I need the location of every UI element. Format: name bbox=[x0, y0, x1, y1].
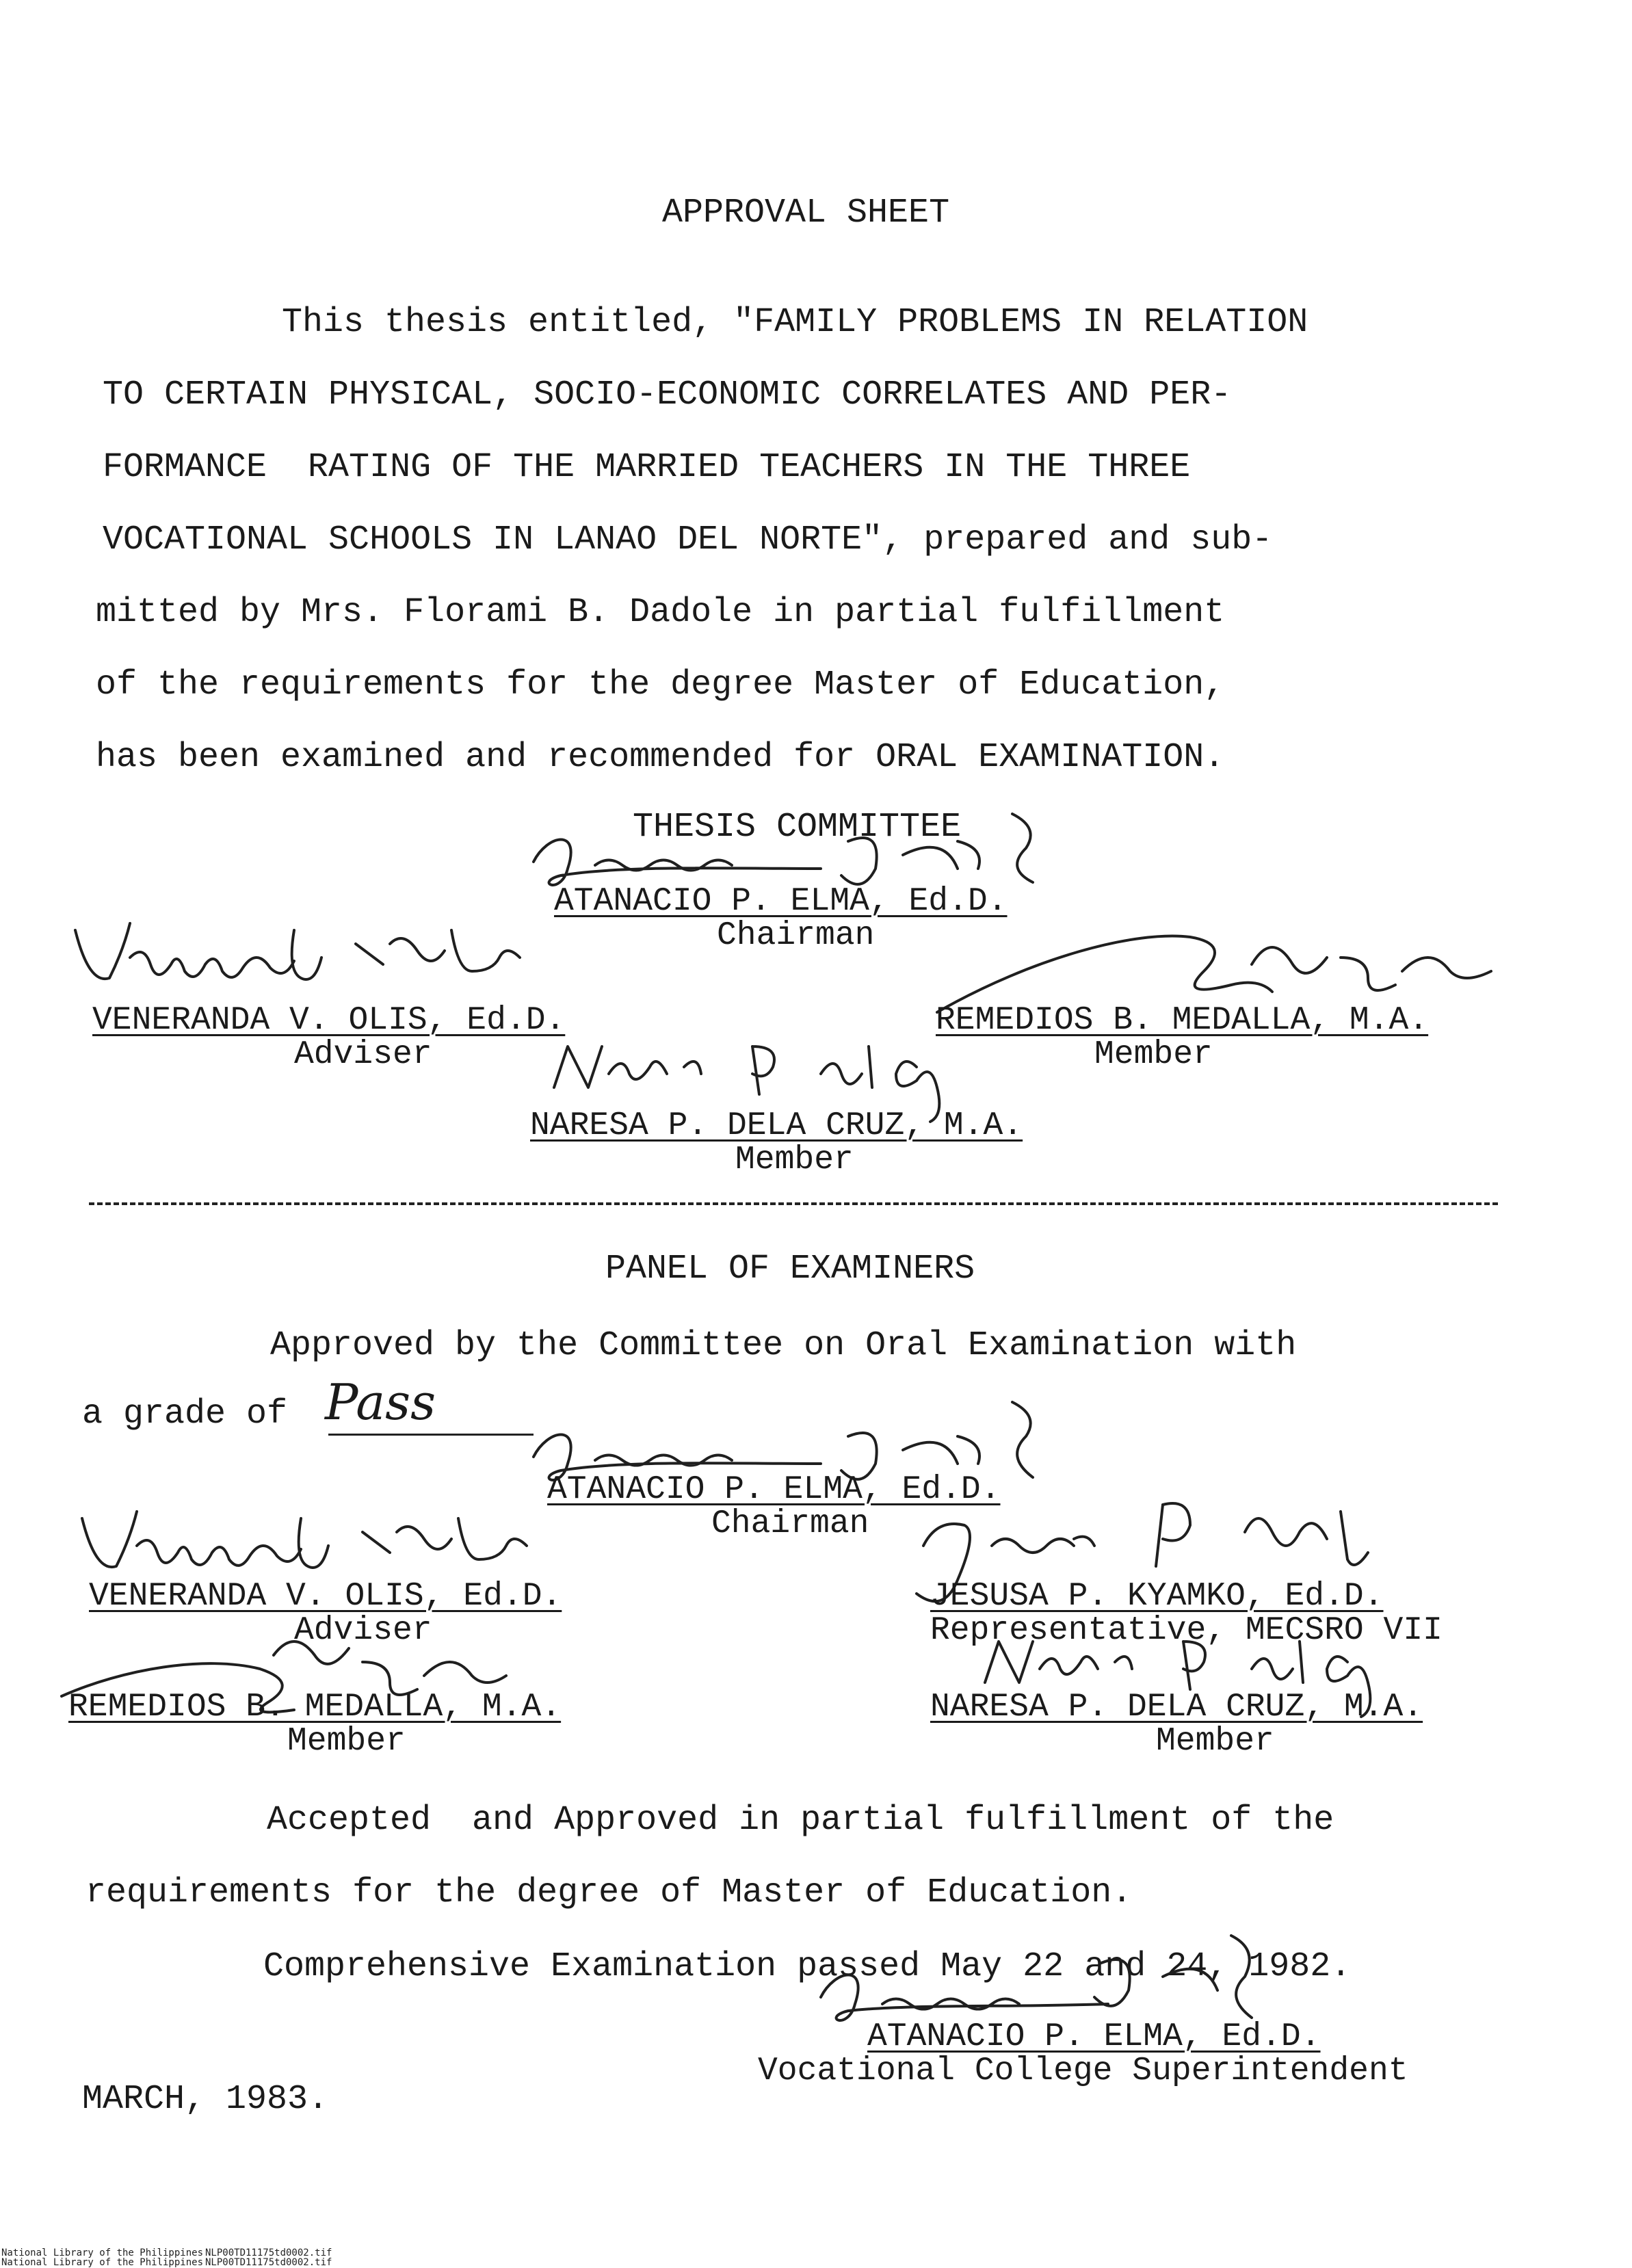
grade-underline bbox=[328, 1434, 534, 1436]
intro-line-1: This thesis entitled, "FAMILY PROBLEMS IN RELATION bbox=[282, 303, 1308, 342]
representative-name: JESUSA P. KYAMKO, Ed.D. bbox=[930, 1578, 1384, 1615]
committee-chairman-name: ATANACIO P. ELMA, Ed.D. bbox=[554, 883, 1008, 920]
intro-line-3: FORMANCE RATING OF THE MARRIED TEACHERS IN THE THREE bbox=[103, 448, 1191, 487]
comprehensive-exam-line: Comprehensive Examination passed May 22 and 24, 1982. bbox=[263, 1947, 1352, 1986]
committee-chairman-role: Chairman bbox=[717, 917, 875, 954]
committee-adviser-name: VENERANDA V. OLIS, Ed.D. bbox=[92, 1002, 566, 1039]
panel-approved-line: Approved by the Committee on Oral Examination with bbox=[270, 1326, 1297, 1365]
panel-heading: PANEL OF EXAMINERS bbox=[605, 1250, 975, 1289]
panel-chairman-role: Chairman bbox=[711, 1505, 869, 1542]
intro-line-5: mitted by Mrs. Florami B. Dadole in partial fulfillment bbox=[96, 593, 1225, 632]
footer-library-2: National Library of the Philippines bbox=[1, 2257, 204, 2268]
delacruz-signature bbox=[547, 1033, 985, 1108]
intro-line-2: TO CERTAIN PHYSICAL, SOCIO-ECONOMIC CORRELATES AND PER- bbox=[103, 375, 1232, 414]
adviser-signature bbox=[68, 917, 561, 999]
panel-member1-name: REMEDIOS B. MEDALLA, M.A. bbox=[68, 1689, 562, 1726]
panel-member2-name: NARESA P. DELA CRUZ, M.A. bbox=[930, 1689, 1423, 1726]
page-title: APPROVAL SHEET bbox=[662, 194, 950, 233]
footer-library-1: National Library of the Philippines bbox=[1, 2247, 204, 2258]
committee-member1-name: REMEDIOS B. MEDALLA, M.A. bbox=[936, 1002, 1429, 1039]
section-divider bbox=[89, 1202, 1498, 1205]
panel-member1-role: Member bbox=[287, 1723, 406, 1760]
acceptance-line-1: Accepted and Approved in partial fulfillment of the bbox=[267, 1801, 1334, 1840]
panel-member2-role: Member bbox=[1156, 1723, 1274, 1760]
document-date: MARCH, 1983. bbox=[82, 2080, 329, 2119]
acceptance-line-2: requirements for the degree of Master of Education. bbox=[85, 1873, 1133, 1912]
committee-member2-role: Member bbox=[735, 1142, 854, 1178]
committee-member1-role: Member bbox=[1094, 1036, 1213, 1073]
footer-file-1: NLP00TD11175td0002.tif bbox=[205, 2247, 332, 2258]
panel-adviser-role: Adviser bbox=[294, 1612, 432, 1649]
intro-line-4: VOCATIONAL SCHOOLS IN LANAO DEL NORTE", prepared and sub- bbox=[103, 520, 1273, 559]
committee-member2-name: NARESA P. DELA CRUZ, M.A. bbox=[530, 1107, 1023, 1144]
superintendent-name: ATANACIO P. ELMA, Ed.D. bbox=[867, 2018, 1321, 2055]
footer-file-2: NLP00TD11175td0002.tif bbox=[205, 2257, 332, 2268]
panel-adviser-signature bbox=[75, 1505, 568, 1587]
panel-chairman-name: ATANACIO P. ELMA, Ed.D. bbox=[547, 1471, 1001, 1508]
superintendent-role: Vocational College Superintendent bbox=[758, 2053, 1408, 2089]
grade-label: a grade of bbox=[82, 1395, 288, 1434]
representative-role: Representative, MECSRO VII bbox=[930, 1612, 1443, 1649]
committee-adviser-role: Adviser bbox=[294, 1036, 432, 1073]
grade-value: Pass bbox=[325, 1373, 436, 1431]
intro-line-6: of the requirements for the degree Master of Education, bbox=[96, 665, 1225, 704]
intro-line-7: has been examined and recommended for ORAL EXAMINATION. bbox=[96, 738, 1225, 777]
thesis-committee-heading: THESIS COMMITTEE bbox=[633, 808, 962, 847]
panel-adviser-name: VENERANDA V. OLIS, Ed.D. bbox=[89, 1578, 562, 1615]
